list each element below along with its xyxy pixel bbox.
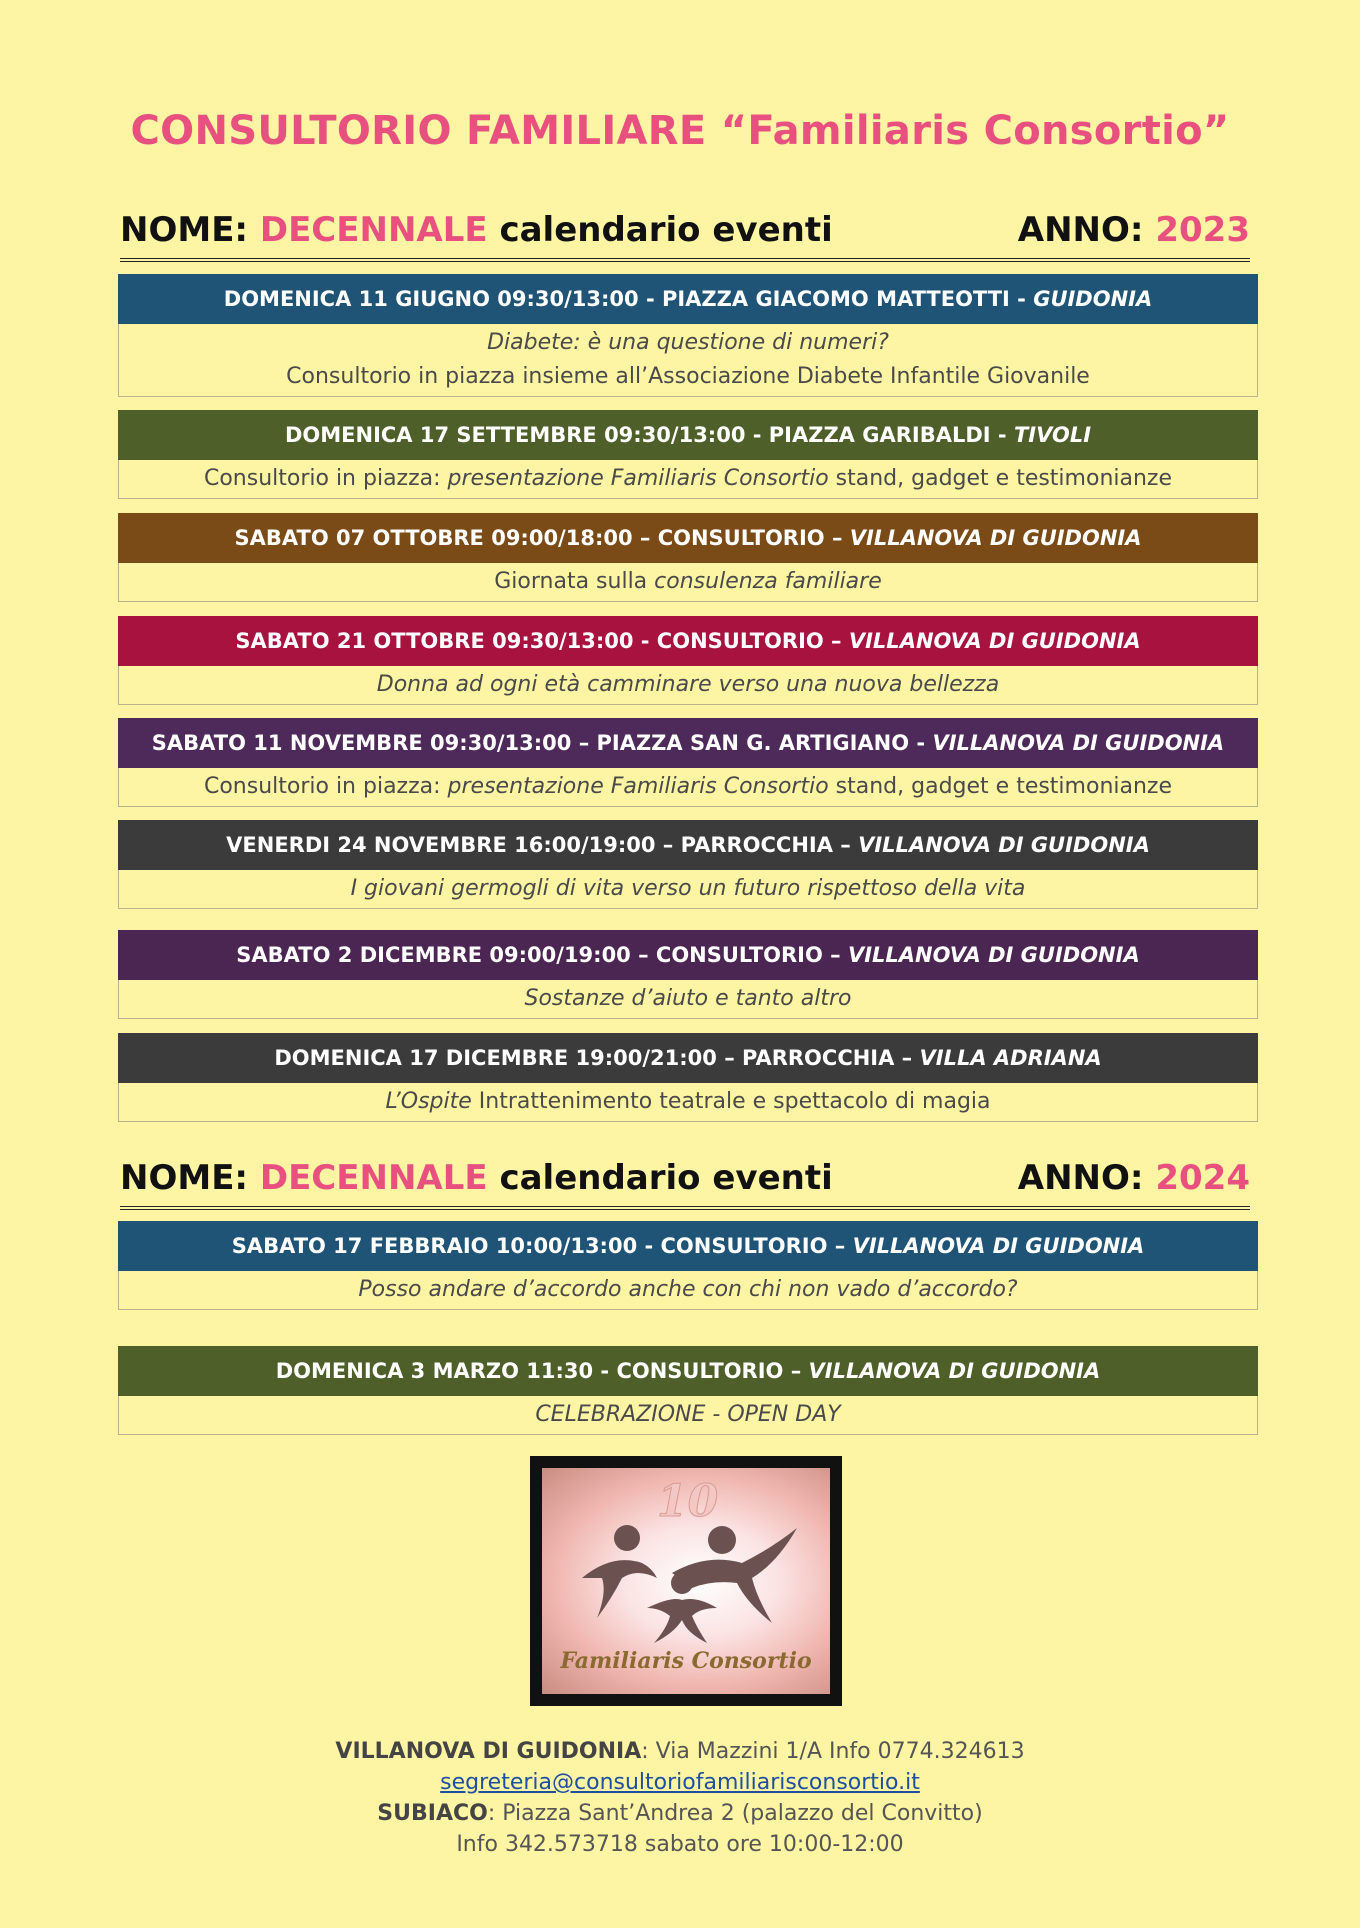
event-header-text: DOMENICA 11 GIUGNO 09:30/13:00 - PIAZZA GIACOMO MATTEOTTI - xyxy=(223,287,1034,311)
event-card xyxy=(118,274,1258,397)
email-link[interactable]: segreteria@consultoriofamiliarisconsortio.it xyxy=(440,1770,920,1795)
section-header-2024 xyxy=(120,1154,1250,1210)
event-card xyxy=(118,1221,1258,1310)
logo-number: 10 xyxy=(657,1476,719,1527)
event-header-text: VENERDI 24 NOVEMBRE 16:00/19:00 – PARROCCHIA – xyxy=(226,833,859,857)
event-description xyxy=(118,870,1258,909)
event-description xyxy=(118,1396,1258,1435)
event-header xyxy=(118,274,1258,324)
nome-value: DECENNALE xyxy=(259,210,488,250)
event-header xyxy=(118,930,1258,980)
event-description xyxy=(118,768,1258,807)
event-header-text: DOMENICA 17 DICEMBRE 19:00/21:00 – PARROCCHIA – xyxy=(274,1046,920,1070)
event-header xyxy=(118,513,1258,563)
event-desc-part: Giornata sulla xyxy=(494,569,655,594)
event-place: GUIDONIA xyxy=(1033,287,1153,311)
event-desc-line: Consultorio in piazza insieme all’Associazione Diabete Infantile Giovanile xyxy=(286,364,1090,389)
event-header xyxy=(118,1346,1258,1396)
event-place: VILLANOVA DI GUIDONIA xyxy=(808,1359,1101,1383)
event-place: VILLANOVA DI GUIDONIA xyxy=(852,1234,1145,1258)
anno-label: ANNO: xyxy=(1017,210,1144,250)
contact-footer xyxy=(0,1736,1360,1860)
anno-value: 2024 xyxy=(1155,1158,1250,1198)
event-place: TIVOLI xyxy=(1013,423,1092,447)
event-desc-part: L’Ospite xyxy=(385,1089,472,1114)
event-header-text: SABATO 17 FEBBRAIO 10:00/13:00 - CONSULTORIO – xyxy=(231,1234,853,1258)
event-place: VILLANOVA DI GUIDONIA xyxy=(849,526,1142,550)
contact-line xyxy=(0,1798,1360,1829)
event-desc-line: Donna ad ogni età camminare verso una nuova bellezza xyxy=(376,672,1000,697)
event-header xyxy=(118,1033,1258,1083)
location-name: VILLANOVA DI GUIDONIA xyxy=(335,1739,642,1764)
nome-value: DECENNALE xyxy=(259,1158,488,1198)
event-header-text: SABATO 2 DICEMBRE 09:00/19:00 – CONSULTORIO – xyxy=(236,943,848,967)
event-description xyxy=(118,1083,1258,1122)
event-header xyxy=(118,718,1258,768)
event-desc-part: presentazione Familiaris Consortio xyxy=(447,774,829,799)
event-card xyxy=(118,513,1258,602)
event-description xyxy=(118,324,1258,397)
event-desc-part: Consultorio in piazza: xyxy=(203,774,448,799)
event-desc-part: Consultorio in piazza: xyxy=(203,466,448,491)
anno-value: 2023 xyxy=(1155,210,1250,250)
event-header xyxy=(118,616,1258,666)
event-desc-part: presentazione Familiaris Consortio xyxy=(447,466,829,491)
family-figures-icon xyxy=(542,1468,830,1694)
event-desc-part: Intrattenimento teatrale e spettacolo di magia xyxy=(471,1089,991,1114)
event-header-text: SABATO 21 OTTOBRE 09:30/13:00 - CONSULTORIO – xyxy=(235,629,849,653)
location-details: : Via Mazzini 1/A Info 0774.324613 xyxy=(641,1739,1025,1764)
event-place: VILLANOVA DI GUIDONIA xyxy=(858,833,1150,857)
nome-label: NOME: xyxy=(120,210,249,250)
event-header xyxy=(118,410,1258,460)
event-description xyxy=(118,563,1258,602)
event-card xyxy=(118,820,1258,909)
event-description xyxy=(118,1271,1258,1310)
event-description xyxy=(118,980,1258,1019)
event-card xyxy=(118,1033,1258,1122)
event-place: VILLANOVA DI GUIDONIA xyxy=(848,629,1141,653)
event-desc-line: CELEBRAZIONE - OPEN DAY xyxy=(535,1402,841,1427)
logo-image xyxy=(542,1468,830,1694)
event-place: VILLA ADRIANA xyxy=(919,1046,1102,1070)
logo xyxy=(530,1456,842,1706)
event-desc-part: consulenza familiare xyxy=(654,569,882,594)
event-place: VILLANOVA DI GUIDONIA xyxy=(847,943,1140,967)
event-card xyxy=(118,616,1258,705)
section-subtitle: calendario eventi xyxy=(499,1158,833,1198)
contact-line xyxy=(0,1767,1360,1798)
anno-label: ANNO: xyxy=(1017,1158,1144,1198)
event-card xyxy=(118,1346,1258,1435)
event-header-text: SABATO 07 OTTOBRE 09:00/18:00 – CONSULTORIO – xyxy=(234,526,850,550)
event-desc-line: I giovani germogli di vita verso un futuro rispettoso della vita xyxy=(350,876,1026,901)
event-header xyxy=(118,820,1258,870)
event-desc-line: Sostanze d’aiuto e tanto altro xyxy=(524,986,852,1011)
event-header-text: DOMENICA 17 SETTEMBRE 09:30/13:00 - PIAZZA GARIBALDI - xyxy=(284,423,1014,447)
contact-line: Info 342.573718 sabato ore 10:00-12:00 xyxy=(456,1832,904,1857)
event-place: VILLANOVA DI GUIDONIA xyxy=(932,731,1225,755)
event-card xyxy=(118,410,1258,499)
section-subtitle: calendario eventi xyxy=(499,210,833,250)
event-desc-line: Diabete: è una questione di numeri? xyxy=(487,330,889,355)
location-details: : Piazza Sant’Andrea 2 (palazzo del Convitto) xyxy=(487,1801,983,1826)
location-name: SUBIACO xyxy=(377,1801,488,1826)
section-header-2023 xyxy=(120,206,1250,262)
event-header xyxy=(118,1221,1258,1271)
event-desc-line: Posso andare d’accordo anche con chi non vado d’accordo? xyxy=(358,1277,1018,1302)
event-description xyxy=(118,666,1258,705)
logo-text: Familiaris Consortio xyxy=(560,1648,812,1674)
contact-line xyxy=(0,1736,1360,1767)
event-header-text: SABATO 11 NOVEMBRE 09:30/13:00 – PIAZZA SAN G. ARTIGIANO - xyxy=(151,731,933,755)
event-description xyxy=(118,460,1258,499)
page-title: CONSULTORIO FAMILIARE “Familiaris Consortio” xyxy=(130,108,1230,154)
event-header-text: DOMENICA 3 MARZO 11:30 - CONSULTORIO – xyxy=(275,1359,809,1383)
event-desc-part: stand, gadget e testimonianze xyxy=(828,774,1173,799)
event-desc-part: stand, gadget e testimonianze xyxy=(828,466,1173,491)
event-card xyxy=(118,930,1258,1019)
nome-label: NOME: xyxy=(120,1158,249,1198)
event-card xyxy=(118,718,1258,807)
